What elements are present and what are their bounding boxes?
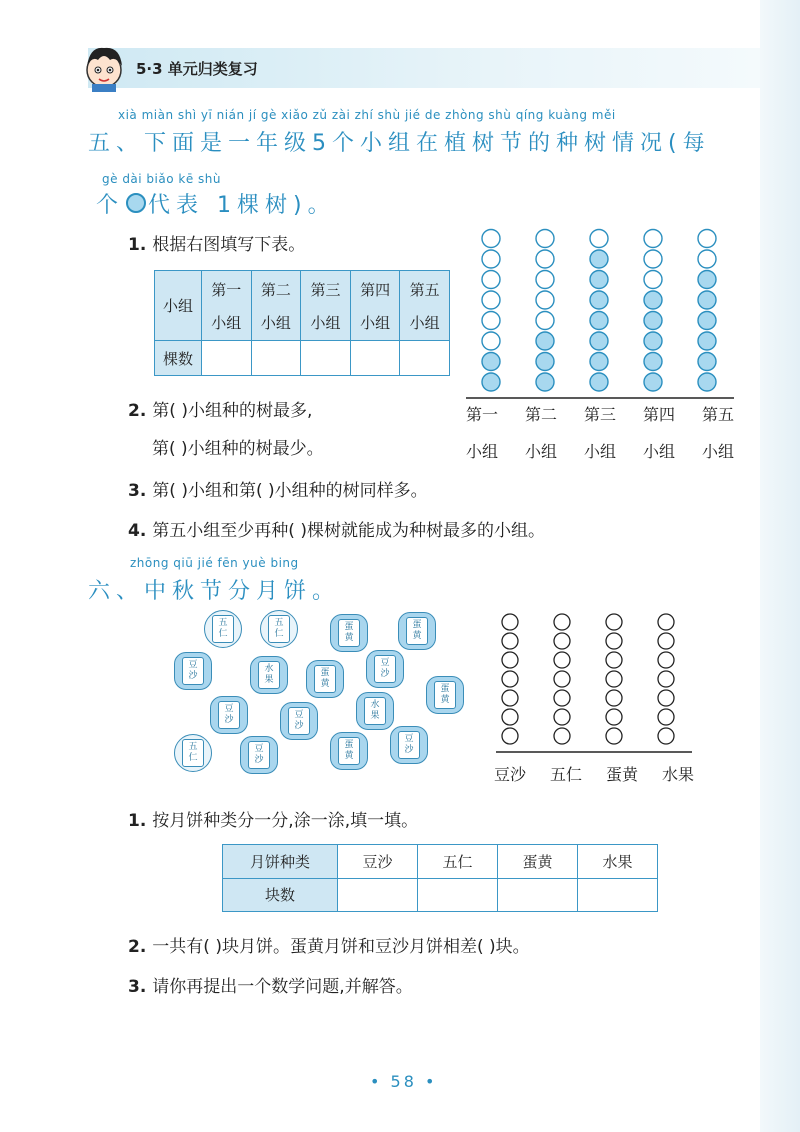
q-number: 1. [128,235,147,255]
mooncake-chart-labels [494,762,694,785]
tree-circle-3-5 [590,291,608,309]
cake-circle-3-5 [606,652,622,668]
mooncake-label-1: 豆 [294,710,304,720]
cake-circle-4-7 [658,614,674,630]
chart-label-bottom-2: 小组 [524,442,557,461]
tree-circle-2-5 [536,291,554,309]
q-number: 3. [128,481,147,501]
tree-circle-5-4 [698,312,716,330]
count-cell-3[interactable] [301,341,351,376]
table-row-label: 棵数 [155,341,202,376]
mooncake-label-1: 蛋 [320,668,330,678]
mooncake-pictograph [496,604,696,758]
tree-circle-5-1 [698,373,716,391]
tree-circle-1-8 [482,230,500,248]
cake-circle-3-4 [606,671,622,687]
tree-circle-4-6 [644,271,662,289]
mooncake-label-1: 五 [188,742,198,752]
cake-circle-2-4 [554,671,570,687]
mooncake [250,656,288,694]
mooncake [356,692,394,730]
mooncake-label-1: 蛋 [344,622,354,632]
chart-label-bottom-5: 小组 [701,442,734,461]
mooncake [366,650,404,688]
cake-count-cell-3[interactable] [498,878,578,912]
tree-circle-3-8 [590,230,608,248]
cake-circle-3-3 [606,690,622,706]
mooncake-label-1: 蛋 [440,684,450,694]
mooncake-label-2: 仁 [274,629,284,639]
section6-q2 [128,932,530,957]
mooncake-label-2: 黄 [344,751,354,761]
tree-circle-5-7 [698,250,716,268]
type-cell-1: 豆沙 [338,845,418,879]
tree-circle-2-4 [536,312,554,330]
tree-circle-4-4 [644,312,662,330]
q-text: 请你再提出一个数学问题,并解答。 [152,977,413,997]
q-number: 1. [128,811,147,831]
q-text: 按月饼种类分一分,涂一涂,填一填。 [152,811,419,831]
mooncake [398,612,436,650]
tree-circle-3-2 [590,353,608,371]
section6-pinyin: zhōng qiū jié fēn yuè bing [130,556,299,570]
mooncake-label-2: 仁 [188,753,198,763]
cake-circle-3-6 [606,633,622,649]
mooncake [306,660,344,698]
q-number: 2. [128,401,147,421]
section5-title-line1: 五、下面是一年级5个小组在植树节的种树情况(每 [88,131,711,156]
mascot-icon [82,40,126,92]
cake-circle-1-6 [502,633,518,649]
tree-circle-4-1 [644,373,662,391]
cake-circle-4-6 [658,633,674,649]
page-edge-strip [760,0,800,1132]
table-group-1: 第一 小组 [202,271,252,341]
cake-count-cell-1[interactable] [338,878,418,912]
section5-q2-line1 [128,396,312,421]
mooncake-label-2: 黄 [344,633,354,643]
mooncake-label-2: 仁 [218,629,228,639]
cake-circle-4-4 [658,671,674,687]
cake-circle-1-1 [502,728,518,744]
mooncake-label-1: 蛋 [412,620,422,630]
cake-chart-label-3: 蛋黄 [605,765,638,784]
section5-q1 [128,230,305,255]
tree-circle-1-6 [482,271,500,289]
section6-title: 六、中秋节分月饼。 [88,579,341,604]
mooncake [174,652,212,690]
mooncake-label-2: 果 [370,711,380,721]
mooncake-label-1: 豆 [380,658,390,668]
section5-table [154,270,450,376]
table-row-label: 块数 [223,878,338,912]
cake-circle-4-2 [658,709,674,725]
tree-circle-1-3 [482,332,500,350]
tree-circle-3-1 [590,373,608,391]
tree-circle-2-6 [536,271,554,289]
tree-circle-5-3 [698,332,716,350]
cake-circle-2-1 [554,728,570,744]
header-title: 5·3 单元归类复习 [136,60,258,78]
tree-circle-2-3 [536,332,554,350]
mooncake-label-2: 沙 [380,669,390,679]
q-text: 第( )小组种的树最多, [152,401,313,421]
mooncake-label-2: 沙 [224,715,234,725]
mooncake-label-1: 蛋 [344,740,354,750]
cake-circle-1-2 [502,709,518,725]
mooncake [280,702,318,740]
table-header-label: 小组 [155,271,202,341]
mooncake [204,610,242,648]
table-group-3: 第三 小组 [301,271,351,341]
cake-chart-label-1: 豆沙 [494,765,527,784]
section6-q3 [128,972,413,997]
type-cell-4: 水果 [578,845,658,879]
cake-circle-1-3 [502,690,518,706]
tree-circle-5-6 [698,271,716,289]
tree-circle-5-5 [698,291,716,309]
tree-circle-5-2 [698,353,716,371]
mooncake-label-2: 沙 [294,721,304,731]
cake-circle-3-7 [606,614,622,630]
mooncake-label-1: 五 [274,618,284,628]
chart-label-bottom-4: 小组 [642,442,675,461]
mooncake-label-2: 黄 [320,679,330,689]
cake-circle-2-6 [554,633,570,649]
table-group-2: 第二 小组 [251,271,301,341]
mooncake-label-1: 豆 [224,704,234,714]
chart-label-bottom-1: 小组 [466,442,499,461]
chart-label-top-2: 第二 [524,405,557,424]
tree-circle-2-7 [536,250,554,268]
tree-circle-4-2 [644,353,662,371]
q-text: 第五小组至少再种( )棵树就能成为种树最多的小组。 [152,521,545,541]
cake-circle-1-7 [502,614,518,630]
cake-circle-4-1 [658,728,674,744]
type-cell-3: 蛋黄 [498,845,578,879]
cake-circle-3-1 [606,728,622,744]
mooncake [330,732,368,770]
tree-circle-1-2 [482,353,500,371]
cake-circle-4-3 [658,690,674,706]
chart-label-top-5: 第五 [701,405,734,424]
mooncake-label-2: 沙 [188,671,198,681]
tree-circle-4-7 [644,250,662,268]
cake-chart-label-2: 五仁 [549,765,582,784]
tree-circle-4-5 [644,291,662,309]
count-cell-5[interactable] [400,341,450,376]
section5-q3 [128,476,428,501]
mooncake-label-2: 果 [264,675,274,685]
tree-circle-3-3 [590,332,608,350]
table-group-4: 第四 小组 [350,271,400,341]
table-col-header: 月饼种类 [223,845,338,879]
count-cell-4[interactable] [350,341,400,376]
tree-circle-3-4 [590,312,608,330]
cake-circle-2-3 [554,690,570,706]
table-group-5: 第五 小组 [400,271,450,341]
q-text: 第( )小组和第( )小组种的树同样多。 [152,481,428,501]
cake-circle-1-4 [502,671,518,687]
tree-circle-5-8 [698,230,716,248]
section5-pinyin-line1: xià miàn shì yī nián jí gè xiǎo zǔ zài zhí shù jié de zhòng shù qíng kuàng měi [118,108,616,122]
tree-circle-3-6 [590,271,608,289]
mooncake-label-2: 沙 [404,745,414,755]
section5-q4 [128,516,545,541]
mooncake [240,736,278,774]
mooncake [174,734,212,772]
mooncake [260,610,298,648]
tree-pictograph [466,220,736,402]
tree-circle-2-8 [536,230,554,248]
mooncake [426,676,464,714]
mooncake-label-2: 黄 [412,631,422,641]
cake-circle-2-5 [554,652,570,668]
mooncake-label-1: 五 [218,618,228,628]
page-number: • 58 • [370,1072,438,1091]
tree-circle-3-7 [590,250,608,268]
q-number: 2. [128,937,147,957]
tree-circle-4-8 [644,230,662,248]
mooncake [210,696,248,734]
cake-circle-2-2 [554,709,570,725]
mooncake-label-2: 沙 [254,755,264,765]
tree-chart-labels [466,402,734,462]
count-cell-1[interactable] [202,341,252,376]
tree-circle-1-5 [482,291,500,309]
cake-circle-2-7 [554,614,570,630]
tree-circle-4-3 [644,332,662,350]
mooncake [390,726,428,764]
tree-circle-1-1 [482,373,500,391]
section5-q2-line2: 第( )小组种的树最少。 [152,439,324,459]
section5-title-line2 [96,188,336,219]
q-number: 4. [128,521,147,541]
mooncake-label-1: 豆 [254,744,264,754]
title-line2-suffix: 代表 1棵树)。 [148,193,336,218]
cake-circle-4-5 [658,652,674,668]
mooncake-label-1: 豆 [404,734,414,744]
cake-chart-label-4: 水果 [661,765,694,784]
mooncake [330,614,368,652]
section5-pinyin-line2: gè dài biǎo kē shù [102,172,222,186]
chart-label-top-1: 第一 [466,405,499,424]
chart-label-bottom-3: 小组 [583,442,616,461]
section6-table [222,844,658,912]
q-text: 根据右图填写下表。 [152,235,306,255]
mooncake-picture [160,606,470,786]
tree-circle-2-1 [536,373,554,391]
mooncake-label-1: 水 [264,664,274,674]
mooncake-label-1: 水 [370,700,380,710]
tree-circle-2-2 [536,353,554,371]
count-cell-2[interactable] [251,341,301,376]
cake-circle-3-2 [606,709,622,725]
cake-count-cell-4[interactable] [578,878,658,912]
type-cell-2: 五仁 [418,845,498,879]
q-text: 一共有( )块月饼。蛋黄月饼和豆沙月饼相差( )块。 [152,937,530,957]
section6-q1 [128,806,418,831]
circle-symbol-icon [126,193,146,213]
q-number: 3. [128,977,147,997]
mooncake-label-2: 黄 [440,695,450,705]
mooncake-label-1: 豆 [188,660,198,670]
chart-label-top-4: 第四 [642,405,675,424]
title-line2-prefix: 个 [96,193,125,218]
tree-circle-1-7 [482,250,500,268]
tree-circle-1-4 [482,312,500,330]
cake-circle-1-5 [502,652,518,668]
chart-label-top-3: 第三 [583,405,616,424]
cake-count-cell-2[interactable] [418,878,498,912]
